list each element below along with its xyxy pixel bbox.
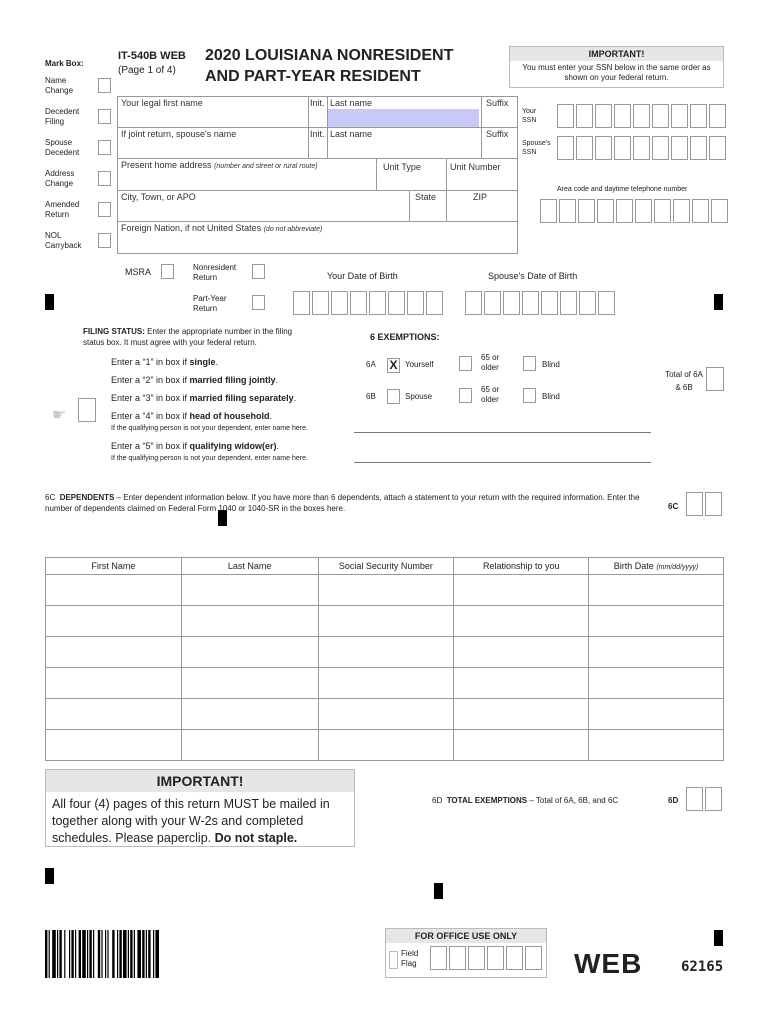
field-flag-label: Field Flag	[401, 949, 419, 968]
state-label: State	[415, 192, 437, 202]
last-name-label: Last name	[330, 98, 373, 108]
spouse-suffix-label: Suffix	[486, 129, 509, 139]
dependent-cell[interactable]	[181, 575, 318, 606]
nonresident-checkbox[interactable]	[252, 264, 265, 279]
6d-boxes[interactable]	[686, 787, 724, 811]
msra-checkbox[interactable]	[161, 264, 174, 279]
foreign-nation-label: Foreign Nation, if not United States (do not abbreviate)	[121, 223, 323, 233]
dependent-cell[interactable]	[454, 699, 589, 730]
dependent-cell[interactable]	[318, 730, 454, 761]
column-header: Relationship to you	[454, 558, 589, 575]
dependent-cell[interactable]	[46, 637, 182, 668]
your-dob-boxes[interactable]	[293, 291, 445, 315]
column-header: Birth Date (mm/dd/yyyy)	[589, 558, 724, 575]
6c-boxes[interactable]	[686, 492, 724, 516]
exemption-6a-label: 6A	[366, 360, 376, 369]
spouse-init-label: Init.	[310, 129, 325, 139]
spouse-65-checkbox[interactable]	[459, 388, 472, 403]
page-number: (Page 1 of 4)	[118, 65, 176, 76]
filing-option-3: Enter a “3” in box if married filing separately.	[111, 393, 297, 403]
table-row	[46, 606, 724, 637]
important-top-title: IMPORTANT!	[510, 47, 723, 61]
dependent-cell[interactable]	[181, 730, 318, 761]
your-ssn-label: Your SSN	[522, 108, 537, 124]
yourself-65-checkbox[interactable]	[459, 356, 472, 371]
dependent-cell[interactable]	[454, 637, 589, 668]
important-notice-bottom	[45, 769, 355, 847]
partyear-checkbox[interactable]	[252, 295, 265, 310]
form-code: 62165	[681, 959, 724, 975]
mark-box-checkbox[interactable]	[98, 233, 111, 248]
total-exemptions-label: 6D TOTAL EXEMPTIONS – Total of 6A, 6B, and 6C	[432, 796, 619, 805]
column-header: First Name	[46, 558, 182, 575]
registration-mark	[714, 930, 723, 946]
registration-mark	[714, 294, 723, 310]
table-row	[46, 699, 724, 730]
registration-mark	[45, 294, 54, 310]
spouse-name-label: If joint return, spouse's name	[121, 129, 237, 139]
form-title-line2: AND PART-YEAR RESIDENT	[205, 68, 421, 85]
partyear-label: Part-Year Return	[193, 294, 227, 313]
exemption-6b-label: 6B	[366, 392, 376, 401]
first-name-label: Your legal first name	[121, 98, 203, 108]
total-6a-6b-label: Total of 6A & 6B	[665, 370, 703, 392]
exemptions-title: 6 EXEMPTIONS:	[370, 332, 440, 342]
yourself-blind-checkbox[interactable]	[523, 356, 536, 371]
dependent-cell[interactable]	[181, 668, 318, 699]
city-label: City, Town, or APO	[121, 192, 196, 202]
suffix-label: Suffix	[486, 98, 509, 108]
dependent-cell[interactable]	[318, 668, 454, 699]
mark-box-checkbox[interactable]	[98, 171, 111, 186]
mark-box-label: NOL Carryback	[45, 231, 82, 250]
msra-label: MSRA	[125, 267, 152, 277]
dependent-cell[interactable]	[181, 637, 318, 668]
filing-status-input[interactable]	[78, 398, 96, 422]
exemption-6a-checkbox[interactable]: X	[387, 358, 400, 373]
dependent-cell[interactable]	[318, 606, 454, 637]
dependent-cell[interactable]	[46, 606, 182, 637]
table-row	[46, 730, 724, 761]
filing-5-note: If the qualifying person is not your dependent, enter name here.	[111, 455, 308, 462]
init-label: Init.	[310, 98, 325, 108]
form-title-line1: 2020 LOUISIANA NONRESIDENT	[205, 47, 454, 64]
unit-number-label: Unit Number	[450, 162, 501, 172]
yourself-65-label: 65 or older	[481, 353, 500, 372]
dependent-cell[interactable]	[589, 606, 724, 637]
dependent-cell[interactable]	[318, 637, 454, 668]
table-row	[46, 668, 724, 699]
spouse-dob-boxes[interactable]	[465, 291, 617, 315]
6c-label: 6C	[668, 502, 679, 511]
last-name-input[interactable]	[328, 109, 479, 127]
spouse-ssn-label: Spouse's SSN	[522, 140, 551, 156]
yourself-label: Yourself	[405, 360, 434, 369]
barcode	[45, 930, 197, 978]
important-bottom-title: IMPORTANT!	[46, 770, 354, 792]
dependent-cell[interactable]	[589, 637, 724, 668]
dependent-cell[interactable]	[181, 699, 318, 730]
your-dob-label: Your Date of Birth	[327, 271, 398, 281]
registration-mark	[45, 868, 54, 884]
important-top-text: You must enter your SSN below in the same order as shown on your federal return.	[522, 63, 711, 82]
dependents-table	[45, 557, 724, 761]
spouse-last-name-label: Last name	[330, 129, 373, 139]
exemption-6b-checkbox[interactable]	[387, 389, 400, 404]
nonresident-label: Nonresident Return	[193, 263, 237, 282]
filing-option-2: Enter a “2” in box if married filing jointly.	[111, 375, 279, 385]
dependent-cell[interactable]	[318, 699, 454, 730]
mark-box-label: Amended Return	[45, 200, 80, 219]
web-label: WEB	[574, 948, 643, 979]
table-row	[46, 637, 724, 668]
spouse-label: Spouse	[405, 392, 433, 401]
office-use-box	[385, 928, 547, 978]
column-header: Social Security Number	[318, 558, 454, 575]
zip-label: ZIP	[473, 192, 488, 202]
important-notice-top	[509, 46, 724, 88]
address-label: Present home address (number and street or rural route)	[121, 160, 318, 170]
mark-box-title: Mark Box:	[45, 59, 84, 68]
filing-option-5: Enter a “5” in box if qualifying widow(er).	[111, 441, 280, 451]
spouse-dob-label: Spouse's Date of Birth	[488, 271, 578, 281]
pointing-hand-icon: ☛	[52, 407, 67, 424]
dependent-cell[interactable]	[454, 730, 589, 761]
spouse-blind-label: Blind	[542, 392, 560, 401]
filing-4-note: If the qualifying person is not your dependent, enter name here.	[111, 425, 308, 432]
mark-box-label: Name Change	[45, 76, 74, 95]
table-row	[46, 575, 724, 606]
unit-type-label: Unit Type	[383, 162, 421, 172]
mark-box-checkbox[interactable]	[98, 78, 111, 93]
dependent-cell[interactable]	[46, 668, 182, 699]
dependent-cell[interactable]	[589, 575, 724, 606]
dependent-cell[interactable]	[46, 575, 182, 606]
spouse-blind-checkbox[interactable]	[523, 388, 536, 403]
mark-box-label: Decedent Filing	[45, 107, 80, 126]
filing-option-4: Enter a “4” in box if head of household.	[111, 411, 273, 421]
mark-box-label: Address Change	[45, 169, 75, 188]
dependent-cell[interactable]	[454, 606, 589, 637]
mark-box-label: Spouse Decedent	[45, 138, 80, 157]
important-bottom-text: All four (4) pages of this return MUST be mailed in together along with your W-2s and completed schedules. Please paperclip. Do not staple.	[52, 797, 330, 845]
spouse-ssn-boxes[interactable]	[557, 136, 728, 160]
your-ssn-boxes[interactable]	[557, 104, 728, 128]
dependents-instructions: 6C DEPENDENTS – Enter dependent information below. If you have more than 6 dependents, attach a statement to your return with the required information. Enter the number of dependents claimed on Federal Form 1040 or 1040-SR in the boxes here.	[45, 493, 640, 513]
dependent-cell[interactable]	[181, 606, 318, 637]
mark-box-checkbox[interactable]	[98, 202, 111, 217]
dependent-cell[interactable]	[318, 575, 454, 606]
total-6a-6b-input[interactable]	[706, 367, 724, 391]
yourself-blind-label: Blind	[542, 360, 560, 369]
column-header: Last Name	[181, 558, 318, 575]
form-id: IT-540B WEB	[118, 50, 186, 62]
filing-status-heading: FILING STATUS: Enter the appropriate number in the filing status box. It must agree with your federal return.	[83, 327, 293, 347]
dependent-cell[interactable]	[46, 699, 182, 730]
6d-label: 6D	[668, 796, 679, 805]
registration-mark	[434, 883, 443, 899]
dependent-cell[interactable]	[589, 668, 724, 699]
office-boxes	[430, 946, 544, 970]
mark-box-checkbox[interactable]	[98, 140, 111, 155]
dependent-cell[interactable]	[454, 668, 589, 699]
dependent-cell[interactable]	[454, 575, 589, 606]
office-use-title: FOR OFFICE USE ONLY	[386, 929, 546, 943]
filing-option-1: Enter a “1” in box if single.	[111, 357, 219, 367]
dependent-cell[interactable]	[589, 730, 724, 761]
dependent-cell[interactable]	[589, 699, 724, 730]
dependent-cell[interactable]	[46, 730, 182, 761]
phone-label: Area code and daytime telephone number	[557, 186, 688, 193]
mark-box-checkbox[interactable]	[98, 109, 111, 124]
spouse-65-label: 65 or older	[481, 385, 500, 404]
phone-boxes[interactable]	[540, 199, 730, 223]
